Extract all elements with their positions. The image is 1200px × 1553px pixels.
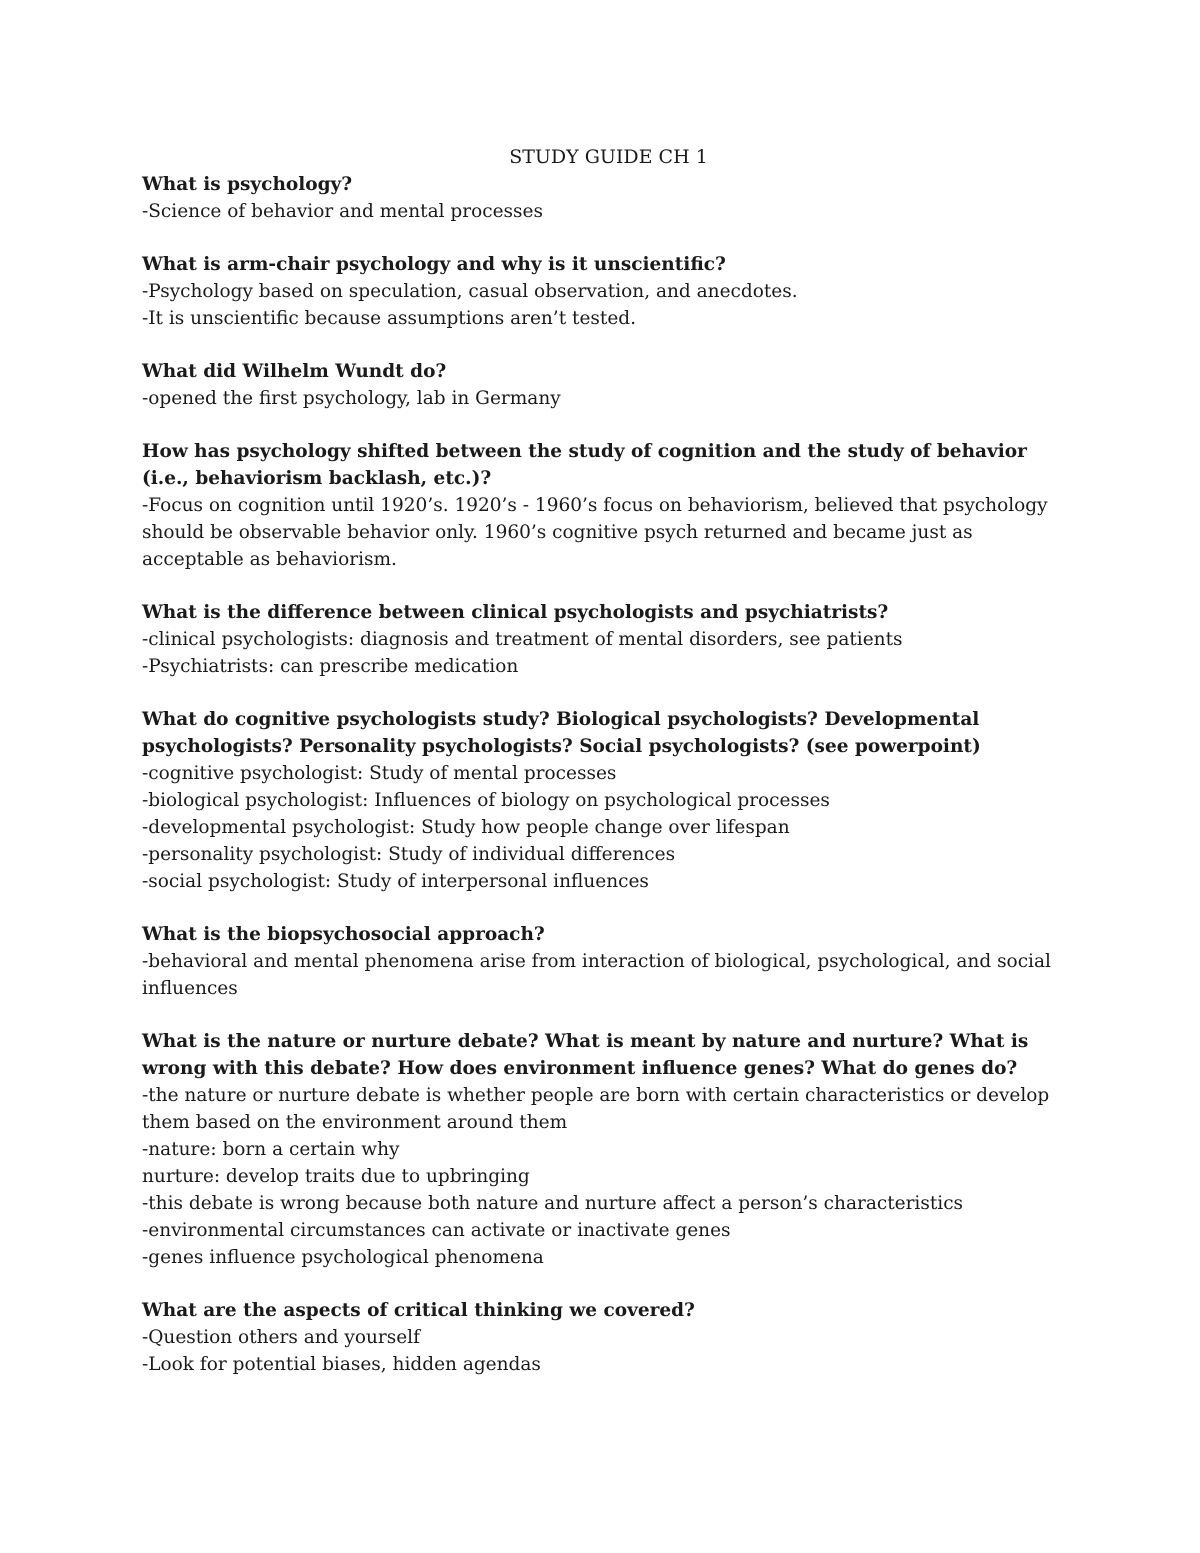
answer-line: -environmental circumstances can activate or inactivate genes	[142, 1220, 731, 1241]
answer-line: -Focus on cognition until 1920’s. 1920’s - 1960’s focus on behaviorism, believed that psychology should be observable behavior only. 1960’s cognitive psych returned and became just as acceptable as behaviorism.	[142, 495, 1048, 570]
answer-line: -Psychiatrists: can prescribe medication	[142, 656, 519, 677]
qa-section-wilhelm-wundt	[142, 358, 1067, 412]
answer-line: -Question others and yourself	[142, 1327, 420, 1348]
page-title: STUDY GUIDE CH 1	[509, 146, 708, 168]
question: What is arm-chair psychology and why is it unscientific?	[142, 254, 726, 275]
qa-section-critical-thinking	[142, 1297, 1067, 1378]
qa-section-biopsychosocial	[142, 921, 1067, 1002]
qa-section-arm-chair-psychology	[142, 251, 1067, 332]
qa-section-what-is-psychology	[142, 171, 1067, 225]
answer-line: -social psychologist: Study of interpersonal influences	[142, 871, 649, 892]
answer-line: -this debate is wrong because both nature and nurture affect a person’s characteristics	[142, 1193, 964, 1214]
question: What is the biopsychosocial approach?	[142, 924, 545, 945]
question: What is psychology?	[142, 174, 353, 195]
document-page	[142, 143, 1067, 1404]
answer-line: -cognitive psychologist: Study of mental processes	[142, 763, 617, 784]
qa-section-clinical-vs-psychiatrists	[142, 599, 1067, 680]
answer-line: nurture: develop traits due to upbringing	[142, 1166, 530, 1187]
answer-line: -behavioral and mental phenomena arise from interaction of biological, psychological, and social influences	[142, 951, 1051, 999]
qa-section-nature-nurture	[142, 1028, 1067, 1271]
question: What is the difference between clinical psychologists and psychiatrists?	[142, 602, 889, 623]
answer-line: -opened the first psychology, lab in Germany	[142, 388, 561, 409]
answer-line: -It is unscientific because assumptions aren’t tested.	[142, 308, 636, 329]
question: What is the nature or nurture debate? What is meant by nature and nurture? What is wrong with this debate? How does environment influence genes? What do genes do?	[142, 1031, 1029, 1079]
question: How has psychology shifted between the study of cognition and the study of behavior (i.e., behaviorism backlash, etc.)?	[142, 441, 1027, 489]
answer-line: -genes influence psychological phenomena	[142, 1247, 544, 1268]
answer-line: -nature: born a certain why	[142, 1139, 400, 1160]
question: What did Wilhelm Wundt do?	[142, 361, 447, 382]
answer-line: -Look for potential biases, hidden agendas	[142, 1354, 541, 1375]
question: What do cognitive psychologists study? Biological psychologists? Developmental psychologists? Personality psychologists? Social psychologists? (see powerpoint)	[142, 709, 981, 757]
qa-section-cognition-behavior-shift	[142, 438, 1067, 573]
question: What are the aspects of critical thinking we covered?	[142, 1300, 695, 1321]
answer-line: -personality psychologist: Study of individual differences	[142, 844, 676, 865]
qa-section-psychologist-types	[142, 706, 1067, 895]
answer-line: -clinical psychologists: diagnosis and treatment of mental disorders, see patients	[142, 629, 903, 650]
answer-line: -developmental psychologist: Study how people change over lifespan	[142, 817, 790, 838]
answer-line: -Science of behavior and mental processes	[142, 201, 543, 222]
answer-line: -Psychology based on speculation, casual observation, and anecdotes.	[142, 281, 798, 302]
answer-line: -the nature or nurture debate is whether people are born with certain characteristics or develop them based on the environment around them	[142, 1085, 1050, 1133]
answer-line: -biological psychologist: Influences of biology on psychological processes	[142, 790, 830, 811]
